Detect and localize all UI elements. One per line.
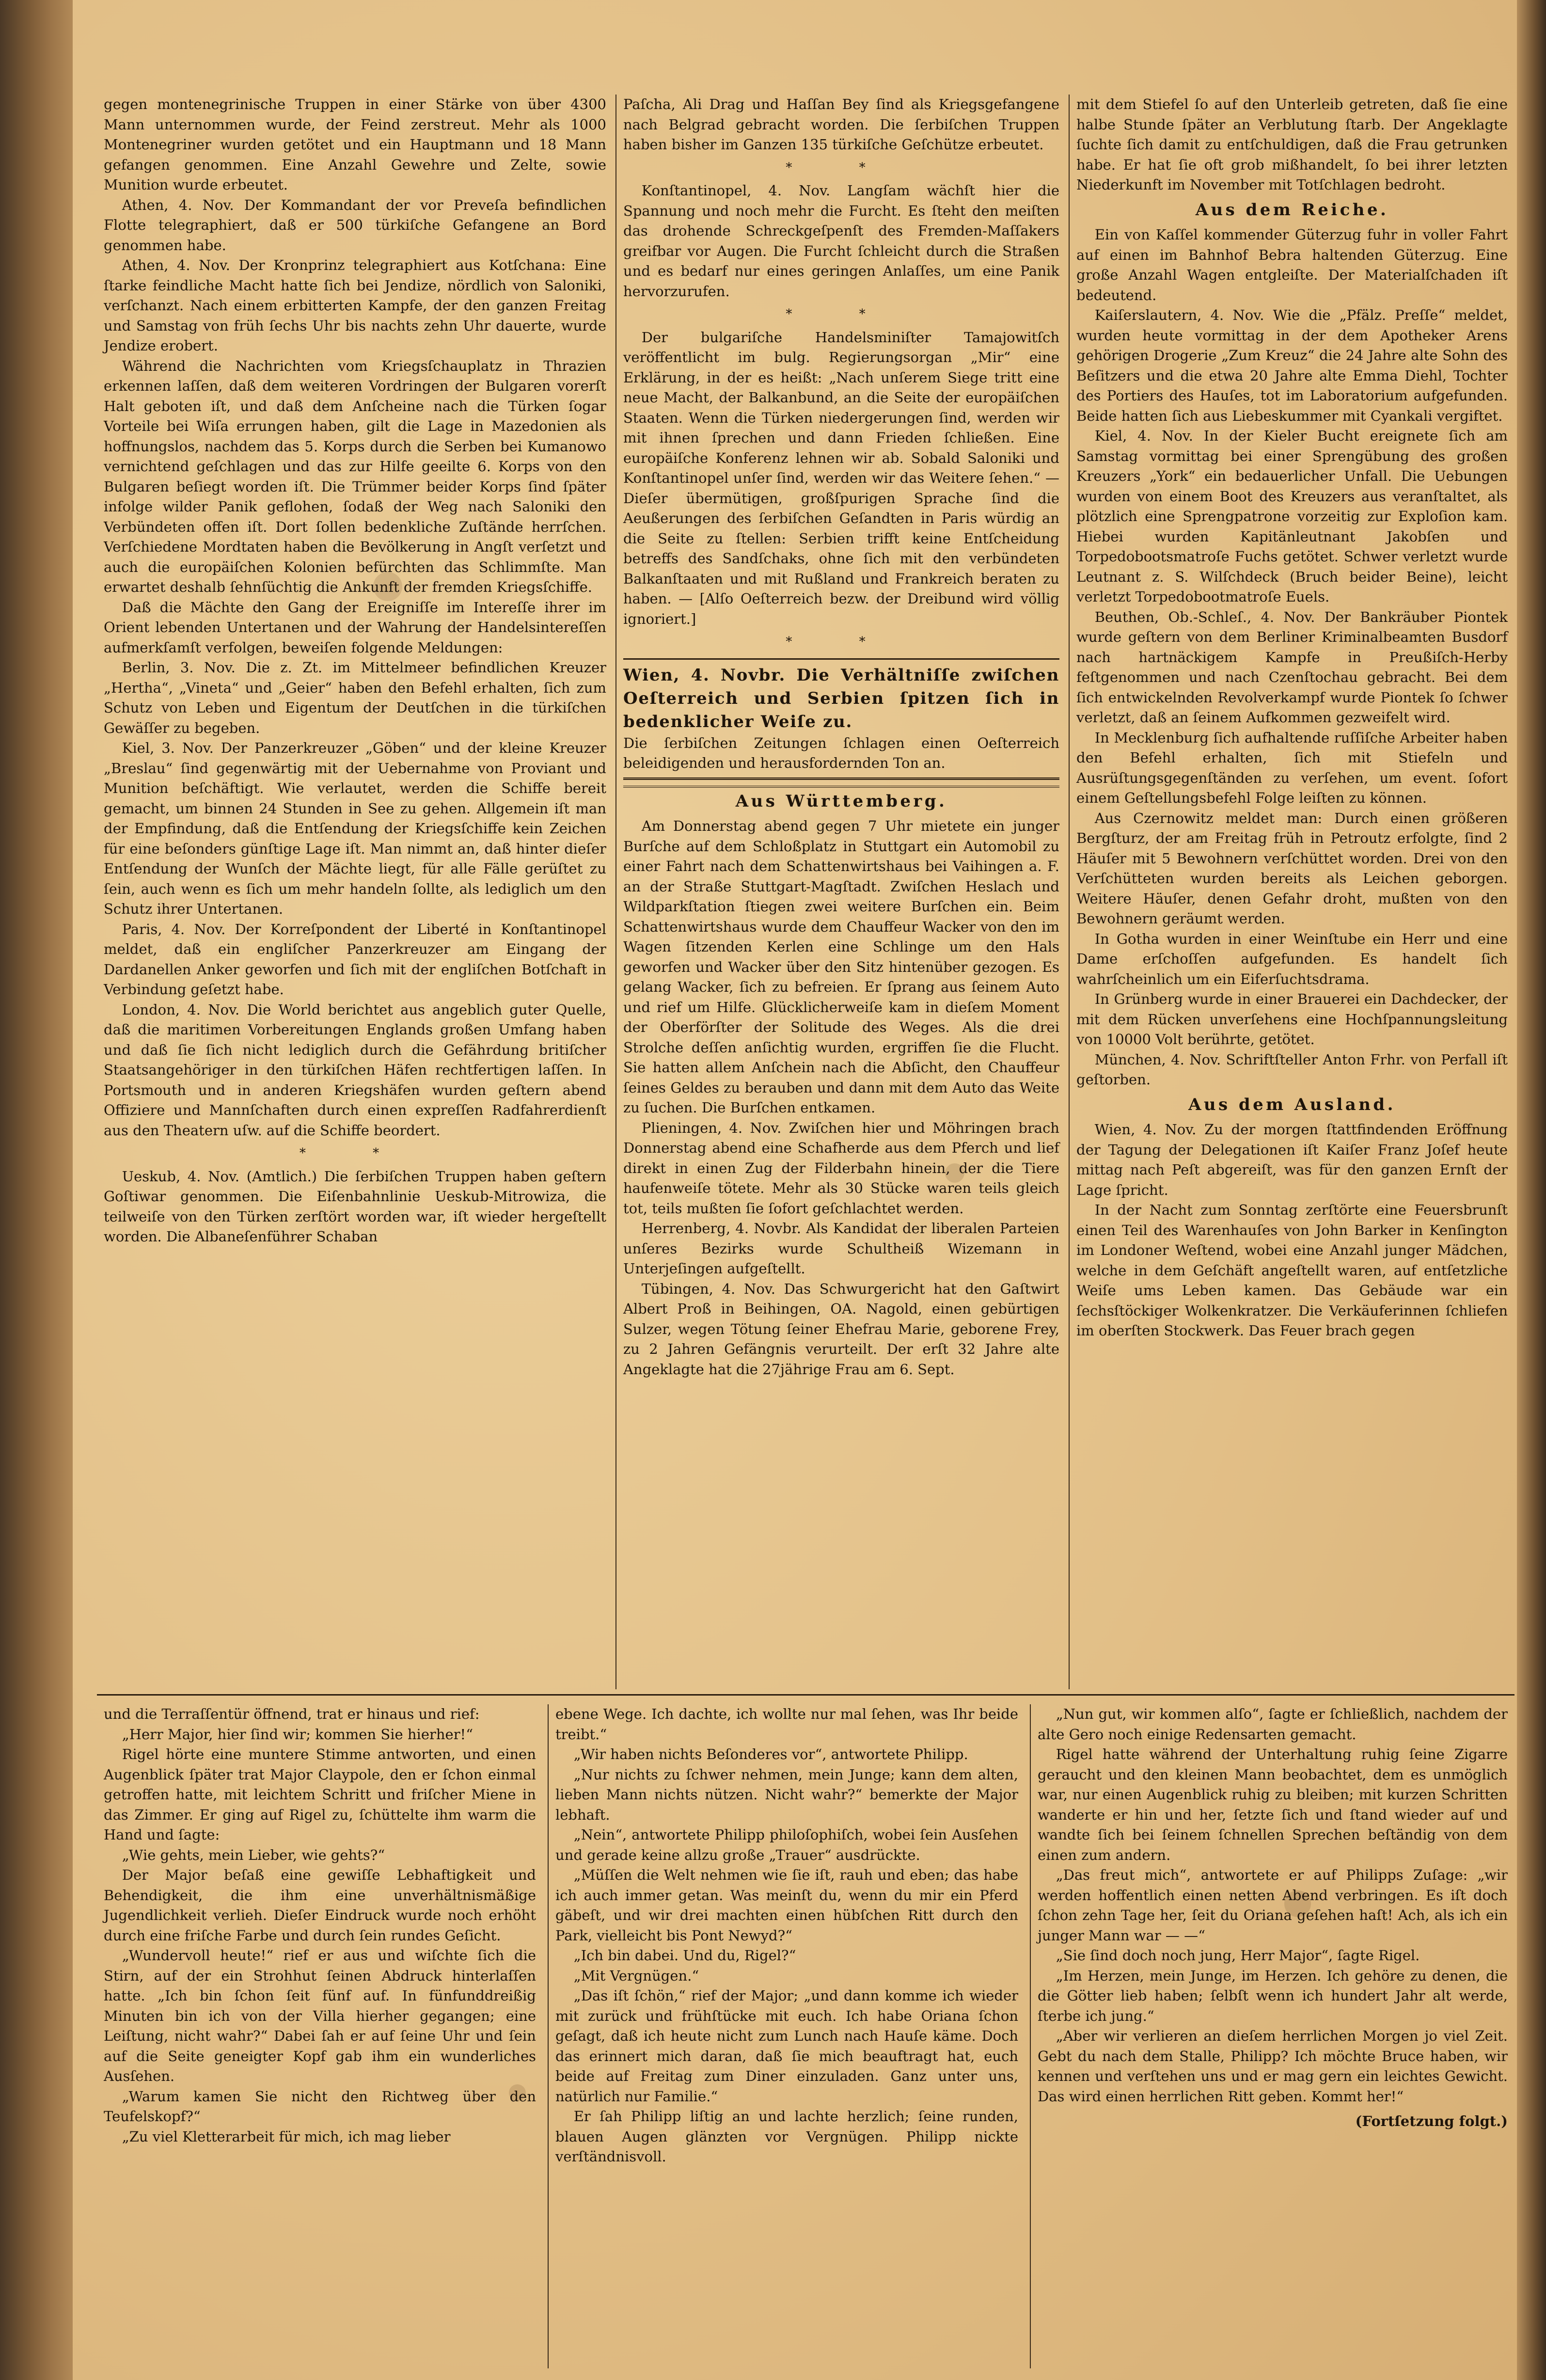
serial-story-section [97,1694,1514,2374]
news-column-2 [615,95,1066,1689]
story-column-3 [1030,1704,1514,2368]
article-paragraph: „Nun gut, wir kommen alſo“, ſagte er ſchließlich, nachdem der alte Gero noch einige Redensarten gemacht. [1038,1706,1508,1743]
article-paragraph: Ueskub, 4. Nov. (Amtlich.) Die ſerbiſchen Truppen haben geſtern Goſtiwar genommen. Die Eiſenbahnlinie Ueskub-Mitrowiza, die teilweiſe von den Türken zerſtört worden war, iſt wieder hergeſtellt worden. Die Albaneſenführer Schaban [104,1168,606,1245]
article-paragraph: „Sie ſind doch noch jung, Herr Major“, ſagte Rigel. [1056,1947,1420,1964]
article-paragraph: Kiel, 3. Nov. Der Panzerkreuzer „Göben“ und der kleine Kreuzer „Breslau“ ſind gegenwärtig mit der Uebernahme von Proviant und Munition beſchäftigt. Wie verlautet, werden die Schiffe bereit gemacht, um binnen 24 Stunden in See zu gehen. Allgemein iſt man der Empfindung, daß die Entſendung der Kriegsſchiffe kein Zeichen für eine beſonders günſtige Lage iſt. Man nimmt an, daß hinter dieſer Entſendung der Wunſch der Mächte liegt, für alle Fälle gerüſtet zu ſein, auch wenn es ſich um mehr handeln ſollte, als lediglich um den Schutz ihrer Untertanen. [104,740,606,917]
article-paragraph: „Herr Major, hier ſind wir; kommen Sie hierher!“ [122,1726,473,1743]
article-paragraph: „Nur nichts zu ſchwer nehmen, mein Junge; kann dem alten, lieben Mann nichts nützen. Nicht wahr?“ bemerkte der Major lebhaft. [555,1766,1018,1823]
article-paragraph: „Wundervoll heute!“ rief er aus und wiſchte ſich die Stirn, auf der ein Strohhut ſeinen Abdruck hinterlaſſen hatte. „Ich bin ſchon ſeit fünf auf. In fünfunddreißig Minuten bin ich von der Villa hierher gegangen; eine Leiſtung, nicht wahr?“ Dabei ſah er auf ſeine Uhr und ſein auf die Seite geneigter Kopf gab ihm ein wunderliches Ausſehen. [104,1947,536,2084]
news-column-1 [97,95,613,1689]
article-paragraph: Paſcha, Ali Drag und Haſſan Bey ſind als Kriegsgefangene nach Belgrad gebracht worden. Die ſerbiſchen Truppen haben bisher im Ganzen 135 türkiſche Geſchütze erbeutet. [623,96,1059,153]
article-paragraph: Rigel hörte eine muntere Stimme antworten, und einen Augenblick ſpäter trat Major Claypole, den er ſchon einmal getroffen hatte, mit leichtem Schritt und friſcher Miene in das Zimmer. Er ging auf Rigel zu, ſchüttelte ihm warm die Hand und ſagte: [104,1746,536,1843]
article-paragraph: Paris, 4. Nov. Der Korreſpondent der Liberté in Konſtantinopel meldet, daß ein engliſcher Panzerkreuzer am Eingang der Dardanellen Anker geworfen und ſich mit der engliſchen Botſchaft in Verbindung geſetzt habe. [104,920,606,998]
article-paragraph: Am Donnerstag abend gegen 7 Uhr mietete ein junger Burſche auf dem Schloßplatz in Stuttgart ein Automobil zu einer Fahrt nach dem Schattenwirtshaus bei Vaihingen a. F. an der Straße Stuttgart-Magſtadt. Zwiſchen Heslach und Wildparkſtation ſtiegen zwei weitere Burſchen ein. Beim Schattenwirtshaus wurde dem Chauffeur Wacker von den im Wagen ſitzenden Kerlen eine Schlinge um den Hals geworfen und Wacker über den Sitz hintenüber gezogen. Es gelang Wacker, ſich zu befreien. Er ſprang aus ſeinem Auto und rief um Hilfe. Glücklicherweiſe kam in dieſem Moment der Oberförſter der Solitude des Weges. Als die drei Strolche deſſen anſichtig wurden, ergriffen ſie die Flucht. Sie hatten allem Anſchein nach die Abſicht, den Chauffeur ſeines Geldes zu berauben und dann mit dem Auto das Weite zu ſuchen. Die Burſchen entkamen. [623,818,1059,1116]
news-section [97,95,1514,1689]
story-column-1 [97,1704,543,2368]
article-paragraph: Tübingen, 4. Nov. Das Schwurgericht hat den Gaſtwirt Albert Proß in Beihingen, OA. Nagold, einen gebürtigen Sulzer, wegen Tötung ſeiner Ehefrau Marie, geborene Frey, zu 2 Jahren Gefängnis verurteilt. Der erſt 32 Jahre alte Angeklagte hat die 27jährige Frau am 6. Sept. [623,1280,1059,1378]
section-separator: * * [299,1146,411,1160]
bulletin-text: Die ſerbiſchen Zeitungen ſchlagen einen Oeſterreich beleidigenden und herausfordernden Ton an. [623,734,1059,771]
article-paragraph: „Wie gehts, mein Lieber, wie gehts?“ [122,1846,385,1863]
article-paragraph: und die Terraſſentür öffnend, trat er hinaus und rief: [104,1706,480,1722]
article-paragraph: Beuthen, Ob.-Schleſ., 4. Nov. Der Bankräuber Piontek wurde geſtern von dem Berliner Kriminalbeamten Busdorf nach hartnäckigem Kampfe in Preußiſch-Herby feſtgenommen und nach Czenſtochau gebracht. Bei dem ſich entwickelnden Revolverkampf wurde Piontek ſo ſchwer verletzt, daß an ſeinem Aufkommen gezweifelt wird. [1076,608,1508,726]
article-paragraph: „Nein“, antwortete Philipp philoſophiſch, wobei ſein Ausſehen und gerade keine allzu große „Trauer“ ausdrückte. [555,1826,1018,1863]
article-paragraph: „Ich bin dabei. Und du, Rigel?“ [573,1947,796,1964]
article-paragraph: Ein von Kaſſel kommender Güterzug fuhr in voller Fahrt auf einen im Bahnhof Bebra haltenden Güterzug. Eine große Anzahl Wagen entgleiſte. Der Materialſchaden iſt bedeutend. [1076,226,1508,303]
article-paragraph: Athen, 4. Nov. Der Kronprinz telegraphiert aus Kotſchana: Eine ſtarke feindliche Macht hatte ſich bei Jendize, nördlich von Saloniki, verſchanzt. Nach einem erbitterten Kampfe, der den ganzen Freitag und Samstag von früh ſechs Uhr bis nachts zehn Uhr dauerte, wurde Jendize erobert. [104,257,606,354]
article-paragraph: In der Nacht zum Sonntag zerſtörte eine Feuersbrunſt einen Teil des Warenhauſes von John Barker in Kenſington im Londoner Weſtend, wobei eine Anzahl junger Mädchen, welche in dem Geſchäft angeſtellt waren, auf entſetzliche Weiſe ums Leben kamen. Das Gebäude war ein ſechsſtöckiger Wolkenkratzer. Die Verkäuferinnen ſchliefen im oberſten Stockwerk. Das Feuer brach gegen [1076,1202,1508,1339]
article-paragraph: ebene Wege. Ich dachte, ich wollte nur mal ſehen, was Ihr beide treibt.“ [555,1706,1018,1743]
section-separator: * * [786,635,897,649]
article-paragraph: „Das iſt ſchön,“ rief der Major; „und dann komme ich wieder mit zurück und frühſtücke mit euch. Ich habe Oriana ſchon geſagt, daß ich heute nicht zum Lunch nach Hauſe käme. Doch das erinnert mich daran, daß ſie mich beauftragt hat, euch beide auf Freitag zum Diner einzuladen. Ganz unter uns, natürlich nur Familie.“ [555,1987,1018,2105]
article-paragraph: Der Major beſaß eine gewiſſe Lebhaftigkeit und Behendigkeit, die ihm eine unverhältnismäßige Jugendlichkeit verlieh. Dieſer Eindruck wurde noch erhöht durch eine friſche Farbe und durch ſein rundes Geſicht. [104,1867,536,1944]
page-content [97,95,1514,2373]
article-paragraph: Er ſah Philipp liſtig an und lachte herzlich; ſeine runden, blauen Augen glänzten vor Vergnügen. Philipp nickte verſtändnisvoll. [555,2108,1018,2165]
article-paragraph: „Im Herzen, mein Junge, im Herzen. Ich gehöre zu denen, die die Götter lieb haben; ſelbſt wenn ich hundert Jahr alt werde, ſterbe ich jung.“ [1038,1967,1508,2024]
article-paragraph: Während die Nachrichten vom Kriegsſchauplatz in Thrazien erkennen laſſen, daß dem weiteren Vordringen der Bulgaren vorerſt Halt geboten iſt, und daß dem Anſcheine nach die Türken ſogar Vorteile bei Wiſa errungen haben, gilt die Lage in Mazedonien als hoffnungslos, nachdem das 5. Korps durch die Serben bei Kumanowo vernichtend geſchlagen und das zur Hilfe geeilte 6. Korps von den Bulgaren beſiegt worden iſt. Die Trümmer beider Korps ſind ſpäter infolge wilder Panik geflohen, ſodaß der Weg nach Saloniki den Verbündeten offen iſt. Dort ſollen bedenkliche Zuſtände herrſchen. Verſchiedene Mordtaten haben die Bevölkerung in Angſt verſetzt und auch die europäiſchen Kolonien befürchten das Schlimmſte. Man erwartet deshalb ſehnſüchtig die Ankunft der fremden Kriegsſchiffe. [104,357,606,595]
article-paragraph: In Gotha wurden in einer Weinſtube ein Herr und eine Dame erſchoſſen aufgefunden. Es handelt ſich wahrſcheinlich um ein Eiferſuchtsdrama. [1076,930,1508,987]
article-paragraph: gegen montenegrinische Truppen in einer Stärke von über 4300 Mann unternommen wurde, der Feind zerstreut. Mehr als 1000 Montenegriner wurden getötet und ein Hauptmann und 18 Mann gefangen genommen. Eine Anzahl Gewehre und Zelte, sowie Munition wurde erbeutet. [104,96,606,193]
article-paragraph: Kiel, 4. Nov. In der Kieler Bucht ereignete ſich am Samstag vormittag bei einer Sprengübung des großen Kreuzers „York“ ein bedauerlicher Unfall. Die Uebungen wurden von einem Boot des Kreuzers aus veranſtaltet, als plötzlich eine Sprengpatrone vorzeitig zur Exploſion kam. Hiebei wurden Kapitänleutnant Jakobſen und Torpedobootsmatroſe Fuchs getötet. Schwer verletzt wurde Leutnant z. S. Wilſchdeck (Bruch beider Beine), leicht verletzt Torpedobootmatroſe Euels. [1076,428,1508,605]
article-paragraph: „Mit Vergnügen.“ [573,1967,699,1984]
to-be-continued: (Fortſetzung folgt.) [1355,2113,1508,2129]
article-paragraph: Plieningen, 4. Nov. Zwiſchen hier und Möhringen brach Donnerstag abend eine Schafherde aus dem Pferch und lief direkt in einen Zug der Filderbahn hinein, der die Tiere haufenweiſe tötete. Mehr als 30 Stücke waren teils gleich tot, teils mußten ſie ſofort geſchlachtet werden. [623,1119,1059,1217]
section-separator: * * [786,307,897,321]
article-paragraph: „Das freut mich“, antwortete er auf Philipps Zuſage: „wir werden hoffentlich einen netten Abend verbringen. Es iſt doch ſchon zehn Tage her, ſeit du Oriana geſehen haſt! Ach, als ich ein junger Mann war — —“ [1038,1867,1508,1944]
bulletin-headline: Wien, 4. Novbr. Die Verhältniſſe zwiſchen Oeſterreich und Serbien ſpitzen ſich in bedenklicher Weiſe zu. [623,665,1059,731]
article-paragraph: Herrenberg, 4. Novbr. Als Kandidat der liberalen Parteien unſeres Bezirks wurde Schultheiß Wizemann in Unterjeſingen aufgeſtellt. [623,1220,1059,1277]
article-paragraph: „Aber wir verlieren an dieſem herrlichen Morgen jo viel Zeit. Gebt du nach dem Stalle, Philipp? Ich möchte Bruce haben, wir kennen und verſtehen uns und er mag gern ein leichtes Gewicht. Das wird einen herrlichen Ritt geben. Kommt her!“ [1038,2028,1508,2105]
article-paragraph: „Müſſen die Welt nehmen wie ſie iſt, rauh und eben; das habe ich auch immer getan. Was meinſt du, wenn du mir ein Pferd gäbeſt, und wir drei machten einen hübſchen Ritt durch den Park, vielleicht bis Pont Newyd?“ [555,1867,1018,1944]
article-paragraph: Rigel hatte während der Unterhaltung ruhig ſeine Zigarre geraucht und den kleinen Mann beobachtet, dem es unmöglich war, nur einen Augenblick ruhig zu bleiben; mit kurzen Schritten wanderte er hin und her, ſetzte ſich und ſtand wieder auf und wandte ſich bei ſeinem ſchnellen Sprechen beſtändig von dem einen zum andern. [1038,1746,1508,1863]
article-paragraph: Kaiſerslautern, 4. Nov. Wie die „Pfälz. Preſſe“ meldet, wurden heute vormittag in der dem Apotheker Arens gehörigen Drogerie „Zum Kreuz“ die 24 Jahre alte Sohn des Beſitzers und die etwa 20 Jahre alte Emma Diehl, Tochter des Portiers des Hauſes, tot im Laboratorium aufgefunden. Beide hatten ſich aus Liebeskummer mit Cyankali vergiftet. [1076,307,1508,424]
article-paragraph: Aus Czernowitz meldet man: Durch einen größeren Bergſturz, der am Freitag früh in Petroutz erfolgte, ſind 2 Häuſer mit 5 Bewohnern verſchüttet worden. Drei von den Verſchütteten wurden bereits als Leichen geborgen. Weitere Häuſer, denen Gefahr droht, mußten von den Bewohnern geräumt werden. [1076,809,1508,927]
section-separator: * * [786,160,897,175]
page-edge [1517,0,1546,2380]
article-paragraph: Daß die Mächte den Gang der Ereigniſſe im Intereſſe ihrer im Orient lebenden Untertanen und der Wahrung der Handelsintereſſen aufmerkſamſt verfolgen, beweiſen folgende Meldungen: [104,599,606,656]
article-paragraph: In Grünberg wurde in einer Brauerei ein Dachdecker, der mit dem Rücken unverſehens eine Hochſpannungsleitung von 10000 Volt berührte, getötet. [1076,991,1508,1047]
article-paragraph: In Mecklenburg ſich aufhaltende ruſſiſche Arbeiter haben den Befehl erhalten, ſich mit Stiefeln und Ausrüſtungsgegenſtänden zu verſehen, um event. ſofort einem Geſtellungsbefehl Folge leiſten zu können. [1076,729,1508,806]
article-paragraph: „Wir haben nichts Beſonderes vor“, antwortete Philipp. [573,1746,968,1762]
highlighted-bulletin [623,658,1059,780]
article-paragraph: Berlin, 3. Nov. Die z. Zt. im Mittelmeer befindlichen Kreuzer „Hertha“, „Vineta“ und „Geier“ haben den Befehl erhalten, ſich zum Schutz von Leben und Eigentum der Deutſchen in die türkiſchen Gewäſſer zu begeben. [104,659,606,736]
article-paragraph: Der bulgariſche Handelsminiſter Tamajowitſch veröffentlicht im bulg. Regierungsorgan „Mir“ eine Erklärung, in der es heißt: „Nach unſerem Siege tritt eine neue Macht, der Balkanbund, an die Seite der europäiſchen Staaten. Wenn die Türken niedergerungen ſind, werden wir mit ihnen ſprechen und dann Frieden ſchließen. Eine europäiſche Konferenz lehnen wir ab. Sobald Saloniki und Konſtantinopel unſer ſind, werden wir das Weitere ſehen.“ — Dieſer übermütigen, großſpurigen Sprache ſind die Aeußerungen des ſerbiſchen Geſandten in Paris würdig an die Seite zu ſtellen: Serbien trifft keine Entſcheidung betreffs des Sandſchaks, ohne ſich mit den verbündeten Balkanſtaaten und mit Rußland und Frankreich beraten zu haben. — [Alſo Oeſterreich bezw. der Dreibund wird völlig ignoriert.] [623,329,1059,627]
article-paragraph: „Warum kamen Sie nicht den Richtweg über den Teufelskopf?“ [104,2088,536,2125]
section-heading: Aus Württemberg. [623,786,1059,812]
article-paragraph: Athen, 4. Nov. Der Kommandant der vor Preveſa befindlichen Flotte telegraphiert, daß er 500 türkiſche Gefangene an Bord genommen habe. [104,196,606,254]
article-paragraph: Wien, 4. Nov. Zu der morgen ſtattfindenden Eröffnung der Tagung der Delegationen iſt Kaiſer Franz Joſef heute mittag nach Peſt abgereiſt, was für den ganzen Ernſt der Lage ſpricht. [1076,1121,1508,1198]
news-column-3 [1069,95,1514,1689]
story-column-2 [548,1704,1025,2368]
article-paragraph: „Zu viel Kletterarbeit für mich, ich mag lieber [122,2128,451,2145]
article-paragraph: München, 4. Nov. Schriftſteller Anton Frhr. von Perfall iſt geſtorben. [1076,1051,1508,1088]
section-heading: Aus dem Ausland. [1188,1095,1396,1114]
section-heading: Aus dem Reiche. [1195,200,1389,220]
book-binding [0,0,73,2380]
article-paragraph: London, 4. Nov. Die World berichtet aus angeblich guter Quelle, daß die maritimen Vorbereitungen Englands großen Umfang haben und daß ſie ſich nicht lediglich durch die Gefährdung britiſcher Staatsangehöriger in den türkiſchen Häfen rechtfertigen laſſen. In Portsmouth und in anderen Kriegshäfen wurden geſtern abend Offiziere und Mannſchaften durch einen expreſſen Radfahrerdienſt aus den Theatern uſw. auf die Schiffe beordert. [104,1001,606,1139]
article-paragraph: mit dem Stiefel ſo auf den Unterleib getreten, daß ſie eine halbe Stunde ſpäter an Verblutung ſtarb. Der Angeklagte ſuchte ſich damit zu entſchuldigen, daß die Frau getrunken habe. Er hat ſie oft grob mißhandelt, ſo bei ihrer letzten Niederkunft im November mit Totſchlagen bedroht. [1076,96,1508,193]
article-paragraph: Konſtantinopel, 4. Nov. Langſam wächſt hier die Spannung und noch mehr die Furcht. Es ſteht den meiſten das drohende Schreckgeſpenſt des Fremden-Maſſakers greifbar vor Augen. Die Furcht ſchleicht durch die Straßen und es bedarf nur eines geringen Anlaſſes, um eine Panik hervorzurufen. [623,182,1059,300]
